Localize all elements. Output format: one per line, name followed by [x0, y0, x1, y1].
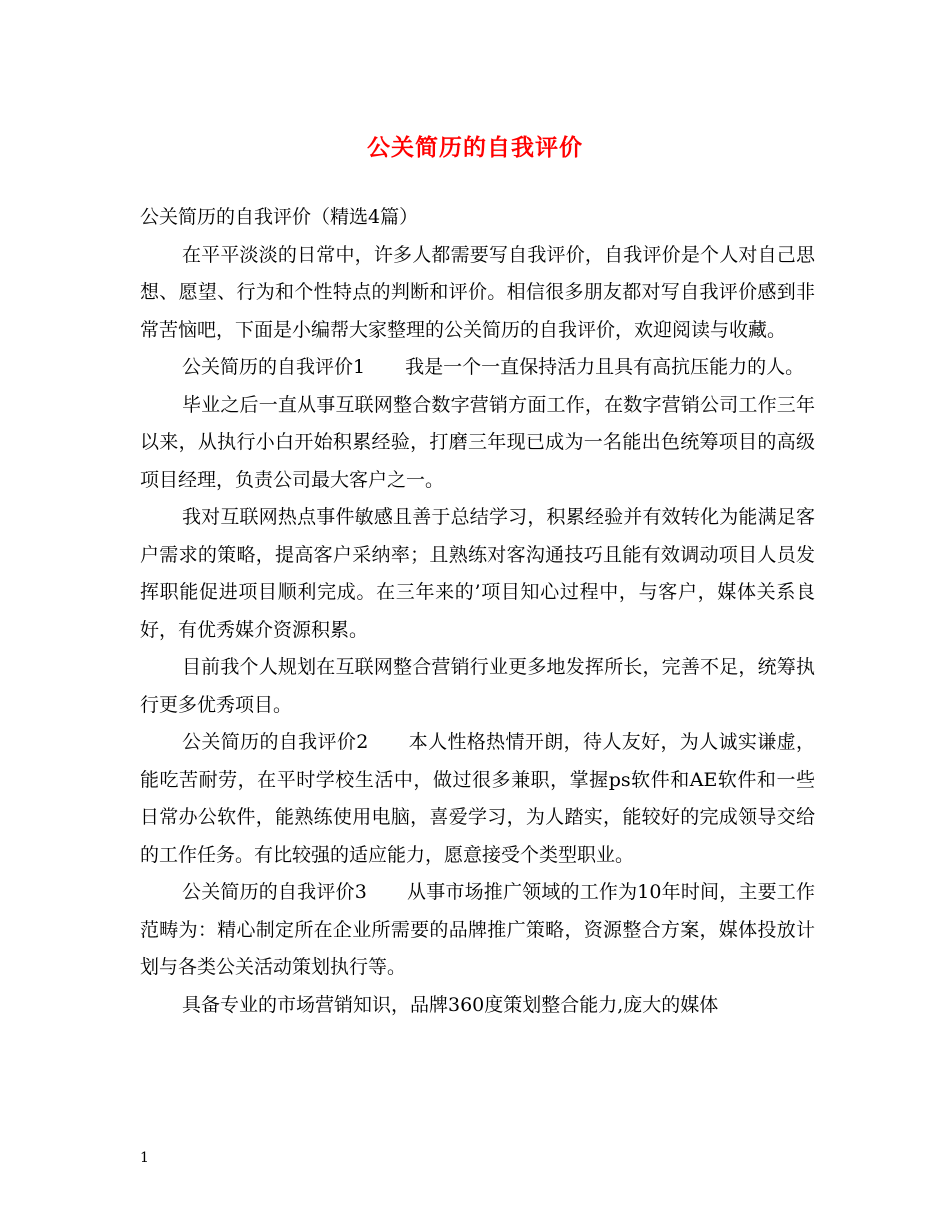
section-1-first-paragraph: [140, 349, 815, 387]
section-3-first-paragraph: [140, 874, 815, 987]
section-2-text: 本人性格热情开朗，待人友好，为人诚实谦虚，能吃苦耐劳，在平时学校生活中，做过很多兼职，掌握ps软件和AE软件和一些日常办公软件，能熟练使用电脑，喜爱学习，为人踏实，能较好的完成领导交给的工作任务。有比较强的适应能力，愿意接受个类型职业。: [140, 731, 815, 866]
page-title: 公关简历的自我评价: [367, 134, 583, 161]
section-1-paragraph: 毕业之后一直从事互联网整合数字营销方面工作，在数字营销公司工作三年以来，从执行小白开始积累经验，打磨三年现已成为一名能出色统筹项目的高级项目经理，负责公司最大客户之一。: [140, 393, 815, 491]
section-3-paragraph: 具备专业的市场营销知识，品牌360度策划整合能力,庞大的媒体: [182, 993, 719, 1016]
page-number: 1: [140, 1150, 149, 1166]
section-1-heading: 公关简历的自我评价1: [182, 356, 366, 378]
document-subtitle: 公关简历的自我评价（精选4篇）: [140, 206, 419, 228]
section-2-heading: 公关简历的自我评价2: [182, 731, 369, 753]
document-body: [140, 199, 815, 1024]
section-1-paragraph: 我对互联网热点事件敏感且善于总结学习，积累经验并有效转化为能满足客户需求的策略，提高客户采纳率；且熟练对客沟通技巧且能有效调动项目人员发挥职能促进项目顺利完成。在三年来的’项目知心过程中，与客户，媒体关系良好，有优秀媒介资源积累。: [140, 506, 815, 641]
section-2-first-paragraph: [140, 724, 815, 874]
section-1-text: 我是一个一直保持活力且具有高抗压能力的人。: [405, 356, 805, 378]
section-3-heading: 公关简历的自我评价3: [182, 881, 367, 903]
section-1-paragraph: 目前我个人规划在互联网整合营销行业更多地发挥所长，完善不足，统筹执行更多优秀项目。: [140, 656, 815, 716]
intro-paragraph: 在平平淡淡的日常中，许多人都需要写自我评价，自我评价是个人对自己思想、愿望、行为和个性特点的判断和评价。相信很多朋友都对写自我评价感到非常苦恼吧，下面是小编帮大家整理的公关简历的自我评价，欢迎阅读与收藏。: [140, 243, 815, 341]
section-3-text: 从事市场推广领域的工作为10年时间，主要工作范畴为：精心制定所在企业所需要的品牌推广策略，资源整合方案，媒体投放计划与各类公关活动策划执行等。: [140, 881, 815, 978]
